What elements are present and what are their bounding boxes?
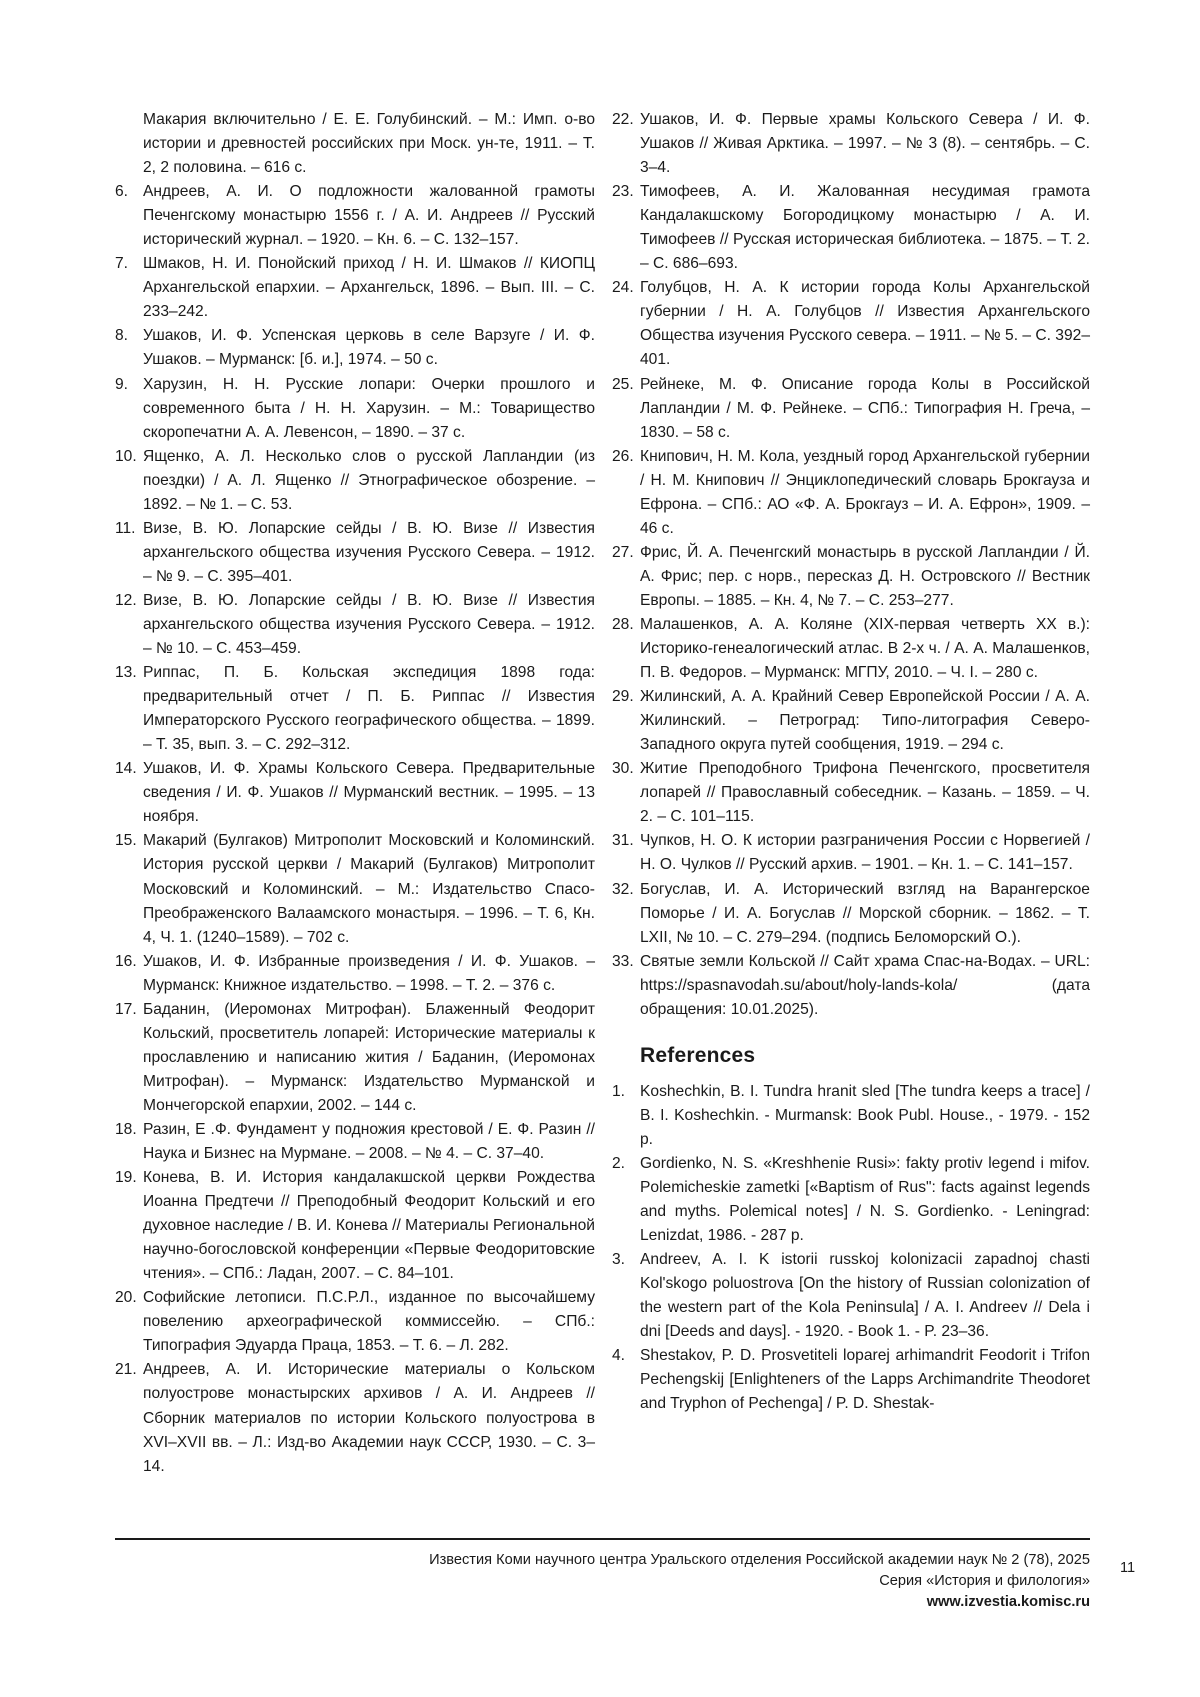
reference-number: 31. xyxy=(612,832,634,850)
reference-item xyxy=(115,589,595,661)
reference-text: Баданин, (Иеромонах Митрофан). Блаженный Феодорит Кольский, просветитель лопарей: Исторические материалы к прославлению и написанию жития / Баданин, (Иеромонах Митрофан). – Мурманск: Издательство Мурманской и Мончегорской епархии, 2002. – 144 с. xyxy=(143,1000,595,1114)
reference-item xyxy=(115,757,595,829)
reference-number: 3. xyxy=(612,1251,626,1269)
reference-number: 10. xyxy=(115,447,137,465)
reference-number: 33. xyxy=(612,952,634,970)
reference-text: Ушаков, И. Ф. Избранные произведения / И. Ф. Ушаков. – Мурманск: Книжное издательство. – 1998. – Т. 2. – 376 с. xyxy=(143,952,595,994)
left-column xyxy=(115,108,595,1479)
page-number: 11 xyxy=(1120,1560,1136,1576)
reference-number: 11. xyxy=(115,519,136,537)
reference-number: 17. xyxy=(115,1000,137,1018)
reference-number: 6. xyxy=(115,183,129,201)
reference-number: 22. xyxy=(612,111,634,128)
reference-number: 26. xyxy=(612,447,634,465)
reference-text: Рейнеке, М. Ф. Описание города Колы в Российской Лапландии / М. Ф. Рейнеке. – СПб.: Типография Н. Греча, – 1830. – 58 с. xyxy=(640,375,1090,441)
reference-number: 28. xyxy=(612,615,634,633)
reference-text: Житие Преподобного Трифона Печенгского, просветителя лопарей // Православный собеседник. – Казань. – 1859. – Ч. 2. – С. 101–115. xyxy=(640,760,1090,826)
reference-text: Чупков, Н. О. К истории разграничения России с Норвегией / Н. О. Чулков // Русский архив. – 1901. – Кн. 1. – С. 141–157. xyxy=(640,832,1090,874)
reference-number: 24. xyxy=(612,279,634,297)
reference-item xyxy=(115,1166,595,1286)
reference-number: 18. xyxy=(115,1120,137,1138)
reference-number: 30. xyxy=(612,760,634,778)
references-heading: References xyxy=(640,1043,756,1067)
journal-url[interactable]: www.izvestia.komisc.ru xyxy=(926,1594,1090,1610)
reference-number: 27. xyxy=(612,543,634,561)
reference-number: 19. xyxy=(115,1169,137,1187)
reference-item xyxy=(612,276,1090,372)
reference-item xyxy=(115,324,595,372)
reference-text: Ушаков, И. Ф. Храмы Кольского Севера. Предварительные сведения / И. Ф. Ушаков // Мурманский вестник. – 1995. – 13 ноября. xyxy=(143,760,595,826)
reference-text: Голубцов, Н. А. К истории города Колы Архангельской губернии / Н. А. Голубцов // Известия Архангельского Общества изучения Русского севера. – 1911. – № 5. – С. 392–401. xyxy=(640,279,1090,369)
reference-number: 12. xyxy=(115,591,137,609)
reference-text: Макарий (Булгаков) Митрополит Московский и Коломинский. История русской церкви / Макарий (Булгаков) Митрополит Московский и Коломинский. – М.: Издательство Спасо-Преображенского Валаамского монастыря. – 1996. – Т. 6, Кн. 4, Ч. 1. (1240–1589). – 702 с. xyxy=(143,832,595,946)
reference-text: Shestakov, P. D. Prosvetiteli loparej arhimandrit Feodorit i Trifon Pechengskij [Enlighteners of the Lapps Archimandrite Theodoret and Tryphon of Pechenga] / P. D. Shestak- xyxy=(640,1347,1090,1413)
reference-number: 7. xyxy=(115,255,129,273)
reference-item xyxy=(612,685,1090,757)
reference-text: Andreev, A. I. K istorii russkoj kolonizacii zapadnoj chasti Kol'skogo poluostrova [On the history of Russian colonization of the western part of the Kola Peninsula] / A. I. Andreev // Dela i dni [Deeds and days]. - 1920. - Book 1. - P. 23–36. xyxy=(640,1251,1090,1341)
reference-item xyxy=(115,180,595,252)
reference-text: Риппас, П. Б. Кольская экспедиция 1898 года: предварительный отчет / П. Б. Риппас // Известия Императорского Русского географического общества. – 1899. – Т. 35, вып. 3. – С. 292–312. xyxy=(143,664,595,754)
reference-text: Жилинский, А. А. Крайний Север Европейской России / А. А. Жилинский. – Петроград: Типо-литография Северо-Западного округа путей сообщения, 1919. – 294 с. xyxy=(640,688,1090,754)
reference-text: Шмаков, Н. И. Понойский приход / Н. И. Шмаков // КИОПЦ Архангельской епархии. – Архангельск, 1896. – Вып. III. – С. 233–242. xyxy=(143,255,595,321)
reference-number: 2. xyxy=(612,1154,626,1172)
reference-text: Книпович, Н. М. Кола, уездный город Архангельской губернии / Н. М. Книпович // Энциклопедический словарь Брокгауза и Ефрона. – СПб.: АО «Ф. А. Брокгауз – И. А. Ефрон», 1909. – 46 с. xyxy=(640,447,1090,537)
reference-text: Богуслав, И. А. Исторический взгляд на Варангерское Поморье / И. А. Богуслав // Морской сборник. – 1862. – Т. LXII, № 10. – С. 279–294. (подпись Беломорский О.). xyxy=(640,880,1090,946)
reference-item xyxy=(115,517,595,589)
reference-text: Малашенков, А. А. Коляне (XIX-первая четверть XX в.): Историко-генеалогический атлас. В 2-х ч. / А. А. Малашенков, П. В. Федоров. – Мурманск: МГПУ, 2010. – Ч. I. – 280 с. xyxy=(640,615,1090,682)
reference-list-left xyxy=(115,180,595,1479)
reference-item xyxy=(612,829,1090,877)
reference-text: Андреев, А. И. Исторические материалы о Кольском полуострове монастырских архивов / А. И. Андреев // Сборник материалов по истории Кольского полуострова в XVI–XVII вв. – Л.: Изд-во Академии наук СССР, 1930. – С. 3–14. xyxy=(143,1361,595,1475)
reference-text: Ушаков, И. Ф. Успенская церковь в селе Варзуге / И. Ф. Ушаков. – Мурманск: [б. и.], 1974. – 50 с. xyxy=(143,327,595,369)
reference-item xyxy=(612,108,1090,180)
reference-item xyxy=(612,1344,1090,1416)
reference-text: Конева, В. И. История кандалакшской церкви Рождества Иоанна Предтечи // Преподобный Феодорит Кольский и его духовное наследие / В. И. Конева // Материалы Региональной научно-богословской конференции «Первые Феодоритовские чтения». – СПб.: Ладан, 2007. – С. 84–101. xyxy=(143,1169,595,1283)
reference-text: Софийские летописи. П.С.Р.Л., изданное по высочайшему повелению археографической коммиссейю. – СПб.: Типография Эдуарда Праца, 1853. – Т. 6. – Л. 282. xyxy=(143,1289,595,1355)
reference-number: 15. xyxy=(115,832,137,850)
reference-item xyxy=(612,541,1090,613)
reference-text: Макария включительно / Е. Е. Голубинский. – М.: Имп. о-во истории и древностей российских при Моск. ун-те, 1911. – Т. 2, 2 половина. – 616 с. xyxy=(143,111,595,177)
reference-text: Визе, В. Ю. Лопарские сейды / В. Ю. Визе // Известия архангельского общества изучения Русского Севера. – 1912. – № 10. – С. 453–459. xyxy=(143,591,595,658)
reference-text: Ушаков, И. Ф. Первые храмы Кольского Севера / И. Ф. Ушаков // Живая Арктика. – 1997. – № 3 (8). – сентябрь. – С. 3–4. xyxy=(640,111,1090,177)
reference-number: 16. xyxy=(115,952,137,970)
reference-number: 21. xyxy=(115,1361,137,1379)
reference-text: Ященко, А. Л. Несколько слов о русской Лапландии (из поездки) / А. Л. Ященко // Этнографическое обозрение. – 1892. – № 1. – С. 53. xyxy=(143,447,595,513)
reference-item xyxy=(115,1358,595,1478)
reference-number: 8. xyxy=(115,327,129,345)
reference-text: Тимофеев, А. И. Жалованная несудимая грамота Кандалакшскому Богородицкому монастырю / А. И. Тимофеев // Русская историческая библиотека. – 1875. – Т. 2. – С. 686–693. xyxy=(640,183,1090,273)
reference-item xyxy=(115,445,595,517)
references-list-english xyxy=(612,1080,1090,1417)
reference-item xyxy=(612,445,1090,541)
reference-text: Андреев, А. И. О подложности жалованной грамоты Печенгскому монастырю 1556 г. / А. И. Андреев // Русский исторический журнал. – 1920. – Кн. 6. – С. 132–157. xyxy=(143,183,595,249)
reference-number: 29. xyxy=(612,688,634,706)
reference-number: 25. xyxy=(612,375,634,393)
reference-item xyxy=(115,998,595,1118)
reference-item xyxy=(612,180,1090,276)
journal-series: Серия «История и филология» xyxy=(879,1573,1090,1589)
reference-item xyxy=(115,661,595,757)
reference-text: Фрис, Й. А. Печенгский монастырь в русской Лапландии / Й. А. Фрис; пер. с норв., пересказ Д. Н. Островского // Вестник Европы. – 1885. – Кн. 4, № 7. – С. 253–277. xyxy=(640,543,1090,609)
reference-text: Gordienko, N. S. «Kreshhenie Rusi»: fakty protiv legend i mifov. Polemicheskie zametki [«Baptism of Rus": facts against legends and myths. Polemical notes] / N. S. Gordienko. - Leningrad: Lenizdat, 1986. - 287 p. xyxy=(640,1154,1090,1245)
reference-text: Харузин, Н. Н. Русские лопари: Очерки прошлого и современного быта / Н. Н. Харузин. – М.: Товарищество скоропечатни А. А. Левенсон, – 1890. – 37 с. xyxy=(143,375,595,441)
reference-item xyxy=(612,1248,1090,1344)
reference-item xyxy=(115,252,595,324)
journal-title: Известия Коми научного центра Уральского отделения Российской академии наук № 2 (78), 2025 xyxy=(429,1552,1090,1568)
reference-item-continued xyxy=(115,108,595,180)
reference-text: Разин, Е .Ф. Фундамент у подножия крестовой / Е. Ф. Разин // Наука и Бизнес на Мурмане. – 2008. – № 4. – С. 37–40. xyxy=(143,1120,595,1163)
reference-text: Визе, В. Ю. Лопарские сейды / В. Ю. Визе // Известия архангельского общества изучения Русского Севера. – 1912. – № 9. – С. 395–401. xyxy=(143,519,595,585)
right-column xyxy=(612,108,1090,1416)
reference-number: 1. xyxy=(612,1082,626,1100)
reference-number: 32. xyxy=(612,880,634,898)
page-footer xyxy=(429,1550,1090,1613)
reference-number: 14. xyxy=(115,760,137,778)
reference-number: 9. xyxy=(115,375,129,393)
reference-item xyxy=(612,1080,1090,1152)
reference-item xyxy=(612,950,1090,1022)
reference-item xyxy=(115,373,595,445)
reference-number: 13. xyxy=(115,664,137,682)
reference-item xyxy=(612,878,1090,950)
reference-item xyxy=(612,1152,1090,1248)
footer-divider xyxy=(115,1538,1090,1540)
reference-text: Koshechkin, B. I. Tundra hranit sled [The tundra keeps a trace] / B. I. Koshechkin. - Murmansk: Book Publ. House., - 1979. - 152 p. xyxy=(640,1082,1090,1148)
reference-item xyxy=(612,373,1090,445)
reference-item xyxy=(612,757,1090,829)
reference-list-right xyxy=(612,108,1090,1022)
reference-text: Святые земли Кольской // Сайт храма Спас-на-Водах. – URL: https://spasnavodah.su/about/holy-lands-kola/ (дата обращения: 10.01.2025). xyxy=(640,952,1090,1018)
reference-number: 23. xyxy=(612,183,634,201)
reference-item xyxy=(115,1286,595,1358)
reference-item xyxy=(115,829,595,949)
reference-item xyxy=(612,613,1090,685)
reference-item xyxy=(115,950,595,998)
reference-number: 20. xyxy=(115,1289,137,1307)
reference-number: 4. xyxy=(612,1347,626,1365)
reference-item xyxy=(115,1118,595,1166)
